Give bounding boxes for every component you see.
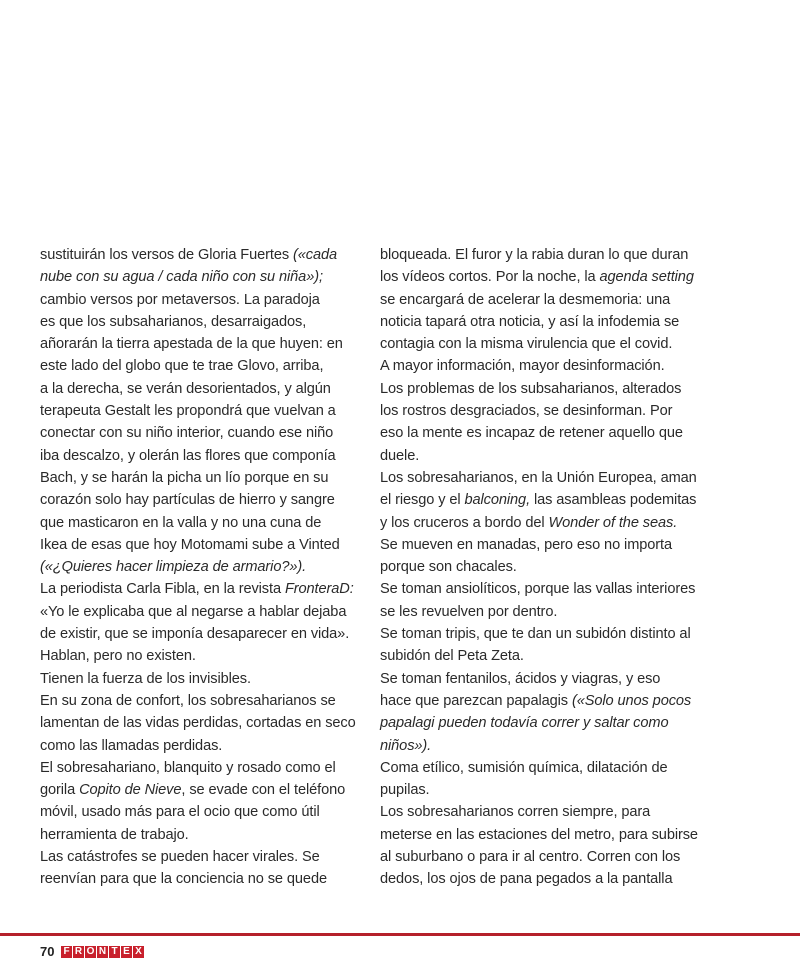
text-line [380, 378, 690, 400]
text-segment: Tienen la fuerza de los invisibles. [40, 670, 251, 687]
text-line [380, 333, 690, 355]
text-segment: noticia tapará otra noticia, y así la infodemia se [380, 313, 680, 330]
text-line [40, 712, 356, 734]
logo-letter: F [61, 946, 72, 958]
text-segment: añorarán la tierra apestada de la que huyen: en [40, 336, 343, 353]
text-line [380, 400, 690, 422]
text-segment: Los sobresaharianos corren siempre, para [380, 804, 651, 821]
text-segment: cambio versos por metaversos. La paradoja [40, 291, 320, 308]
text-line [40, 512, 350, 534]
text-segment: sustituirán los versos de Gloria Fuertes [40, 247, 294, 263]
text-line [40, 289, 350, 311]
text-line [40, 846, 350, 868]
logo-letter: R [74, 946, 83, 957]
text-line [40, 668, 350, 690]
text-segment: Los sobresaharianos, en la Unión Europea, aman [380, 469, 697, 486]
text-segment: los vídeos cortos. Por la noche, la [380, 269, 600, 286]
text-segment: es que los subsaharianos, desarraigados, [40, 313, 307, 330]
text-line [380, 355, 690, 377]
italic-text: papalagi pueden todavía correr y saltar como [380, 715, 669, 732]
text-line [40, 489, 350, 511]
text-line [40, 400, 350, 422]
text-segment: Las catástrofes se pueden hacer virales. Se [40, 849, 320, 866]
text-line [40, 623, 350, 645]
text-line [40, 333, 350, 355]
text-line [380, 467, 697, 489]
text-line [40, 244, 350, 266]
text-line [380, 534, 690, 556]
text-line [380, 244, 690, 266]
text-segment: Se toman ansiolíticos, porque las vallas interiores [380, 581, 696, 598]
text-segment: Se mueven en manadas, pero eso no importa [380, 536, 673, 553]
text-segment: En su zona de confort, los sobresaharianos se [40, 692, 336, 709]
logo-letter: O [86, 946, 95, 957]
text-line [380, 757, 690, 779]
text-line [40, 422, 350, 444]
text-segment: eso la mente es incapaz de retener aquello que [380, 425, 683, 442]
logo-letter: N [98, 946, 107, 957]
page-number: 70 [40, 944, 55, 959]
text-line [380, 801, 690, 823]
text-line [380, 623, 690, 645]
logo-letter: T [109, 946, 120, 958]
text-segment: al suburbano o para ir al centro. Corren con los [380, 849, 681, 866]
text-line [380, 668, 690, 690]
text-segment: terapeuta Gestalt les propondrá que vuelvan a [40, 403, 336, 420]
italic-text: Copito de Nieve [79, 782, 182, 799]
text-segment: corazón solo hay partículas de hierro y sangre [40, 492, 335, 509]
italic-text: FronteraD: [284, 581, 354, 598]
italic-text: niños»). [380, 737, 432, 754]
text-line [380, 846, 690, 868]
magazine-logo [61, 946, 144, 959]
text-segment: de existir, que se imponía desaparecer en vida». [40, 626, 350, 643]
text-line [40, 266, 350, 288]
italic-text: agenda setting [599, 269, 694, 286]
text-line [40, 534, 350, 556]
text-segment: se encargará de acelerar la desmemoria: una [380, 291, 671, 308]
text-line [40, 757, 350, 779]
italic-text: balconing, [464, 492, 531, 509]
text-segment: El sobresahariano, blanquito y rosado como el [40, 759, 336, 776]
text-segment: iba descalzo, y olerán las flores que componía [40, 447, 336, 464]
text-line [380, 489, 697, 511]
text-segment: duele. [380, 447, 420, 464]
text-line [40, 824, 350, 846]
article-column-left [40, 244, 356, 891]
text-segment: se les revuelven por dentro. [380, 603, 558, 620]
text-line [380, 712, 690, 734]
text-line [380, 824, 698, 846]
text-segment: conectar con su niño interior, cuando ese niño [40, 425, 334, 442]
text-line [380, 779, 690, 801]
logo-letter: E [121, 946, 132, 958]
text-line [380, 645, 690, 667]
text-segment: bloqueada. El furor y la rabia duran lo que duran [380, 247, 689, 263]
text-segment: Ikea de esas que hoy Motomami sube a Vinted [40, 536, 340, 553]
text-segment: Los problemas de los subsaharianos, alterados [380, 380, 682, 397]
text-segment: reenvían para que la conciencia no se quede [40, 871, 327, 888]
text-segment: y los cruceros a bordo del [380, 514, 549, 531]
text-segment: que masticaron en la valla y no una cuna de [40, 514, 322, 531]
text-line [380, 735, 690, 757]
text-segment: a la derecha, se verán desorientados, y algún [40, 380, 331, 397]
text-segment: A mayor información, mayor desinformación. [380, 358, 665, 375]
text-segment: pupilas. [380, 782, 430, 799]
text-segment: móvil, usado más para el ocio que como útil [40, 804, 320, 821]
text-segment: «Yo le explicaba que al negarse a hablar dejaba [40, 603, 347, 620]
text-line [40, 735, 350, 757]
text-line [40, 355, 350, 377]
text-line [40, 445, 350, 467]
text-segment: meterse en las estaciones del metro, para subirse [380, 826, 698, 843]
text-line [380, 311, 690, 333]
text-segment: Bach, y se harán la picha un lío porque en su [40, 469, 329, 486]
article-column-right [380, 244, 698, 891]
text-line [380, 445, 690, 467]
text-line [380, 601, 690, 623]
italic-text: («cada [293, 247, 338, 263]
text-segment: Se toman fentanilos, ácidos y viagras, y eso [380, 670, 661, 687]
footer-rule [0, 933, 800, 936]
text-line [40, 601, 350, 623]
text-line [380, 690, 690, 712]
text-segment: hace que parezcan papalagis [380, 692, 572, 709]
text-segment: los rostros desgraciados, se desinforman. Por [380, 403, 673, 420]
text-line [380, 266, 694, 288]
text-segment: gorila [40, 782, 80, 799]
logo-letter: X [133, 946, 144, 958]
text-segment: herramienta de trabajo. [40, 826, 189, 843]
text-line [40, 378, 350, 400]
italic-text: («Solo unos pocos [571, 692, 692, 709]
text-segment: las asambleas podemitas [530, 492, 697, 509]
text-line [380, 512, 690, 534]
text-line [380, 868, 690, 890]
text-segment: Coma etílico, sumisión química, dilatación de [380, 759, 668, 776]
text-line [40, 467, 350, 489]
text-line [40, 801, 350, 823]
text-segment: este lado del globo que te trae Glovo, arriba, [40, 358, 324, 375]
text-line [40, 311, 350, 333]
text-line [40, 556, 350, 578]
text-line [40, 690, 350, 712]
italic-text: Wonder of the seas. [548, 514, 678, 531]
text-line [40, 578, 354, 600]
text-segment: Se toman tripis, que te dan un subidón distinto al [380, 626, 691, 643]
italic-text: («¿Quieres hacer limpieza de armario?»). [40, 559, 307, 576]
text-segment: el riesgo y el [380, 492, 465, 509]
text-segment: contagia con la misma virulencia que el covid. [380, 336, 673, 353]
text-segment: , se evade con el teléfono [181, 782, 346, 799]
text-segment: dedos, los ojos de pana pegados a la pantalla [380, 871, 673, 888]
text-segment: La periodista Carla Fibla, en la revista [40, 581, 285, 598]
text-line [380, 578, 696, 600]
text-line [40, 868, 350, 890]
text-segment: subidón del Peta Zeta. [380, 648, 524, 665]
text-segment: porque son chacales. [380, 559, 517, 576]
text-line [380, 556, 690, 578]
text-line [380, 289, 690, 311]
text-segment: lamentan de las vidas perdidas, cortadas en seco [40, 715, 356, 732]
text-segment: Hablan, pero no existen. [40, 648, 196, 665]
italic-text: nube con su agua / cada niño con su niña»); [40, 269, 323, 286]
text-segment: como las llamadas perdidas. [40, 737, 223, 754]
text-line [40, 779, 350, 801]
text-line [380, 422, 690, 444]
text-line [40, 645, 350, 667]
